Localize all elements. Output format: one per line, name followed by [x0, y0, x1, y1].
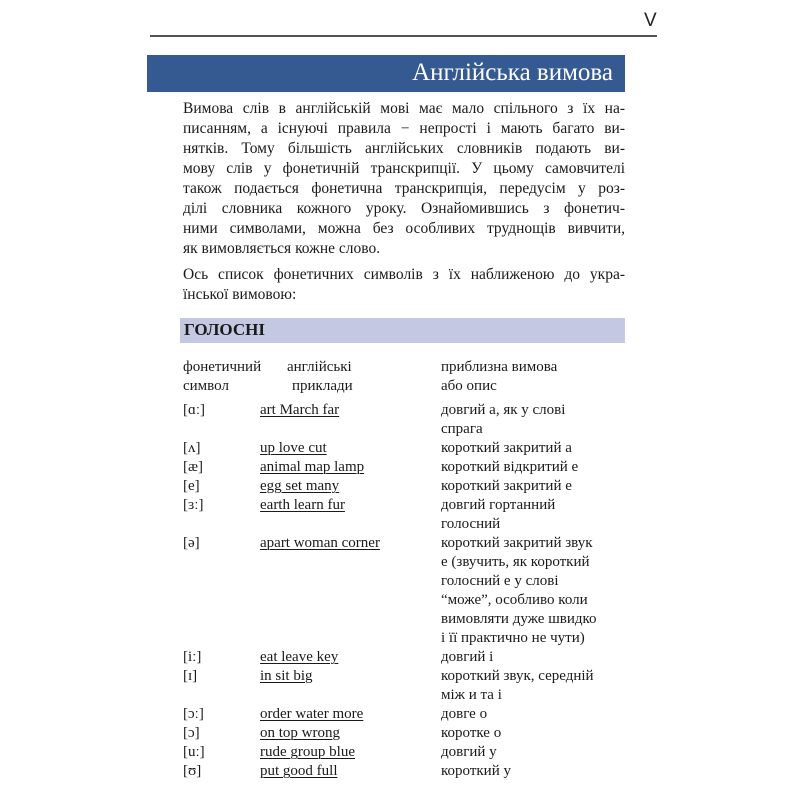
- section-title: ГОЛОСНІ: [184, 320, 265, 339]
- text-line: ділі словника кожного уроку. Ознайомившись з фонетич-: [183, 200, 625, 217]
- phonetic-symbol: [ɑː]: [183, 402, 206, 418]
- english-examples: put good full: [260, 763, 338, 779]
- pronunciation-description: [441, 534, 641, 648]
- pronunciation-description: [441, 477, 641, 496]
- text-line: Вимова слів в англійській мові має мало спільного з їх на-: [183, 100, 625, 117]
- english-examples: eat leave key: [260, 649, 339, 665]
- description-line: короткий закритий а: [441, 440, 572, 456]
- description-line: голосний: [441, 516, 501, 532]
- english-examples: art March far: [260, 402, 340, 418]
- phonetic-symbol: [ʌ]: [183, 440, 201, 456]
- description-line: між и та і: [441, 687, 502, 703]
- english-examples: animal map lamp: [260, 459, 365, 475]
- column-header-description: приблизна вимова або опис: [441, 359, 558, 394]
- english-examples: order water more: [260, 706, 364, 722]
- list-intro-paragraph: [183, 265, 625, 305]
- text-line: писанням, а існуючі правила − непрості і мають багато ви-: [183, 120, 625, 137]
- pronunciation-description: [441, 401, 641, 439]
- english-examples: on top wrong: [260, 725, 340, 741]
- english-examples: up love cut: [260, 440, 327, 456]
- phonetic-symbol: [ʊ]: [183, 763, 202, 779]
- phonetic-symbol: [ɜː]: [183, 497, 204, 513]
- description-line: довгий гортанний: [441, 497, 556, 513]
- header-rule: [150, 35, 657, 37]
- pronunciation-description: [441, 496, 641, 534]
- description-line: е (звучить, як короткий: [441, 554, 590, 570]
- description-line: довгий і: [441, 649, 494, 665]
- pronunciation-description: [441, 705, 641, 724]
- text-line: також подається фонетична транскрипція, передусім у роз-: [183, 180, 625, 197]
- phonetic-symbol: [ɔ]: [183, 725, 200, 741]
- english-examples: apart woman corner: [260, 535, 380, 551]
- phonetic-symbol: [ɔː]: [183, 706, 204, 722]
- description-line: короткий закритий звук: [441, 535, 593, 551]
- title-banner: [147, 55, 625, 92]
- description-line: коротке о: [441, 725, 502, 741]
- pronunciation-description: [441, 648, 641, 667]
- english-examples: egg set many: [260, 478, 340, 494]
- column-header-symbol: фонетичний символ: [183, 359, 262, 394]
- text-line: як вимовляється кожне слово.: [183, 240, 381, 257]
- page-title: Англійська вимова: [412, 59, 613, 86]
- description-line: короткий у: [441, 763, 511, 779]
- pronunciation-description: [441, 743, 641, 762]
- english-examples: in sit big: [260, 668, 313, 684]
- english-examples: rude group blue: [260, 744, 355, 760]
- text-line: Ось список фонетичних символів з їх наближеною до укра-: [183, 266, 625, 283]
- description-line: спрага: [441, 421, 483, 437]
- description-line: голосний е у слові: [441, 573, 559, 589]
- description-line: довге о: [441, 706, 488, 722]
- description-line: довгий у: [441, 744, 497, 760]
- phonetic-symbol: [æ]: [183, 459, 203, 475]
- description-line: короткий звук, середній: [441, 668, 594, 684]
- phonetic-symbol: [e]: [183, 478, 200, 494]
- pronunciation-description: [441, 458, 641, 477]
- description-line: короткий закритий е: [441, 478, 572, 494]
- pronunciation-description: [441, 724, 641, 743]
- english-examples: earth learn fur: [260, 497, 345, 513]
- phonetic-symbol: [iː]: [183, 649, 202, 665]
- column-header-examples: англійські приклади: [287, 359, 353, 394]
- phonetic-symbol: [ə]: [183, 535, 200, 551]
- section-header: [180, 318, 625, 343]
- phonetic-symbol: [uː]: [183, 744, 205, 760]
- pronunciation-description: [441, 439, 641, 458]
- description-line: довгий а, як у слові: [441, 402, 566, 418]
- text-line: їнської вимовою:: [183, 286, 297, 303]
- description-line: і її практично не чути): [441, 630, 585, 646]
- description-line: “може”, особливо коли: [441, 592, 588, 608]
- text-line: мову слів у фонетичній транскрипції. У цьому самовчителі: [183, 160, 625, 177]
- description-line: вимовляти дуже швидко: [441, 611, 597, 627]
- intro-paragraph: [183, 99, 625, 259]
- text-line: ними символами, можна без особливих труднощів вивчити,: [183, 220, 625, 237]
- phonetic-symbol: [ɪ]: [183, 668, 198, 684]
- text-line: нятків. Тому більшість англійських словників подають ви-: [183, 140, 625, 157]
- description-line: короткий відкритий е: [441, 459, 579, 475]
- pronunciation-description: [441, 762, 641, 781]
- pronunciation-description: [441, 667, 641, 705]
- page-number: V: [644, 10, 657, 31]
